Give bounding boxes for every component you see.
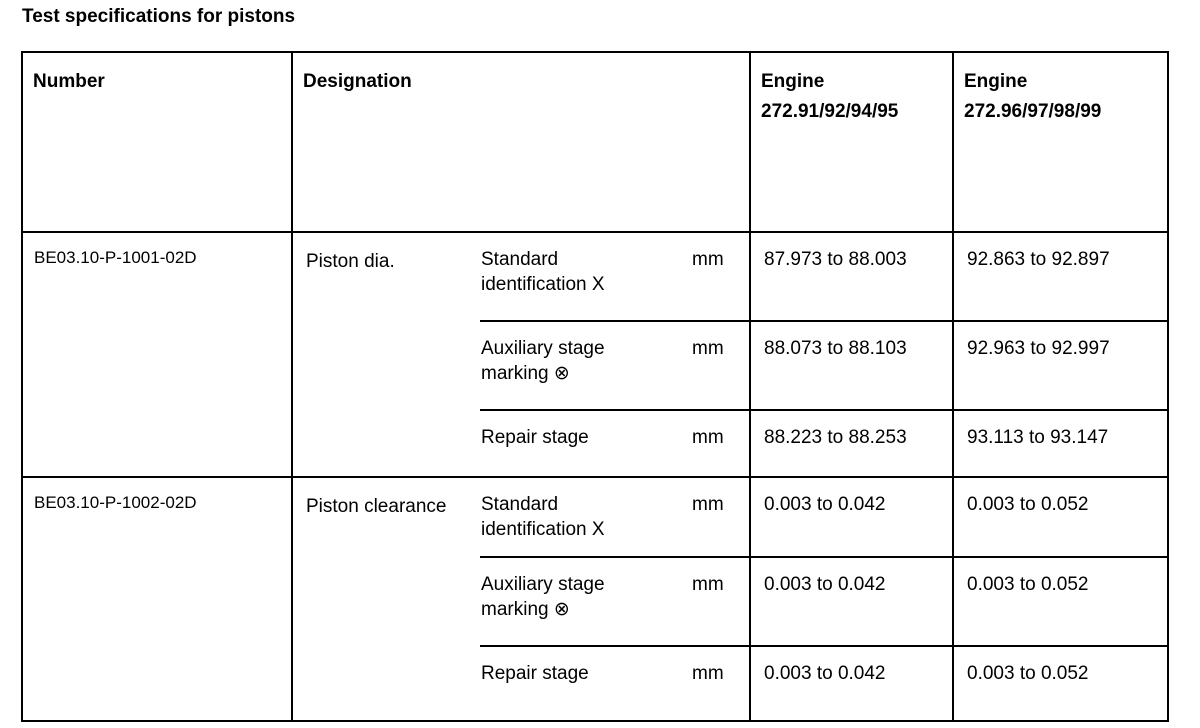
engine-1-value: 88.073 to 88.103: [750, 321, 953, 410]
header-engine-1-models: 272.91/92/94/95: [761, 101, 899, 122]
header-engine-1-label: Engine: [761, 71, 825, 92]
table-row: [22, 232, 1168, 321]
table-row: [22, 477, 1168, 557]
spec-designation: Piston clearance: [292, 477, 480, 721]
spec-unit: mm: [692, 410, 750, 477]
spec-condition: [480, 321, 692, 410]
spec-number: BE03.10-P-1002-02D: [22, 477, 292, 721]
condition-line-1: Standard: [481, 249, 559, 270]
header-designation: Designation: [292, 52, 750, 232]
condition-line-1: Repair stage: [481, 663, 589, 684]
engine-2-value: 92.863 to 92.897: [953, 232, 1168, 321]
header-engine-2-label: Engine: [964, 71, 1028, 92]
spec-condition: [480, 557, 692, 646]
spec-unit: mm: [692, 321, 750, 410]
engine-1-value: 88.223 to 88.253: [750, 410, 953, 477]
condition-line-1: Auxiliary stage: [481, 338, 605, 359]
engine-1-value: 0.003 to 0.042: [750, 646, 953, 721]
header-engine-2-models: 272.96/97/98/99: [964, 101, 1102, 122]
engine-2-value: 93.113 to 93.147: [953, 410, 1168, 477]
spec-condition: [480, 410, 692, 477]
condition-line-2: marking ⊗: [481, 363, 570, 384]
spec-unit: mm: [692, 557, 750, 646]
spec-condition: [480, 232, 692, 321]
engine-1-value: 0.003 to 0.042: [750, 557, 953, 646]
engine-1-value: 0.003 to 0.042: [750, 477, 953, 557]
condition-line-1: Auxiliary stage: [481, 574, 605, 595]
spec-number: BE03.10-P-1001-02D: [22, 232, 292, 477]
engine-2-value: 0.003 to 0.052: [953, 477, 1168, 557]
condition-line-2: identification X: [481, 274, 605, 295]
spec-designation: Piston dia.: [292, 232, 480, 477]
spec-unit: mm: [692, 646, 750, 721]
condition-line-2: identification X: [481, 519, 605, 540]
header-number: Number: [22, 52, 292, 232]
spec-unit: mm: [692, 494, 724, 515]
engine-1-value: 87.973 to 88.003: [750, 232, 953, 321]
header-engine-1: [750, 52, 953, 232]
engine-2-value: 0.003 to 0.052: [953, 646, 1168, 721]
condition-line-2: marking ⊗: [481, 599, 570, 620]
condition-line-1: Repair stage: [481, 427, 589, 448]
spec-unit: mm: [692, 249, 724, 270]
spec-table: [21, 51, 1169, 722]
header-engine-2: [953, 52, 1168, 232]
page-title: Test specifications for pistons: [22, 6, 296, 27]
engine-2-value: 92.963 to 92.997: [953, 321, 1168, 410]
condition-line-1: Standard: [481, 494, 559, 515]
engine-2-value: 0.003 to 0.052: [953, 557, 1168, 646]
spec-condition: [480, 477, 692, 557]
header-row: [22, 52, 1168, 232]
spec-condition: [480, 646, 692, 721]
